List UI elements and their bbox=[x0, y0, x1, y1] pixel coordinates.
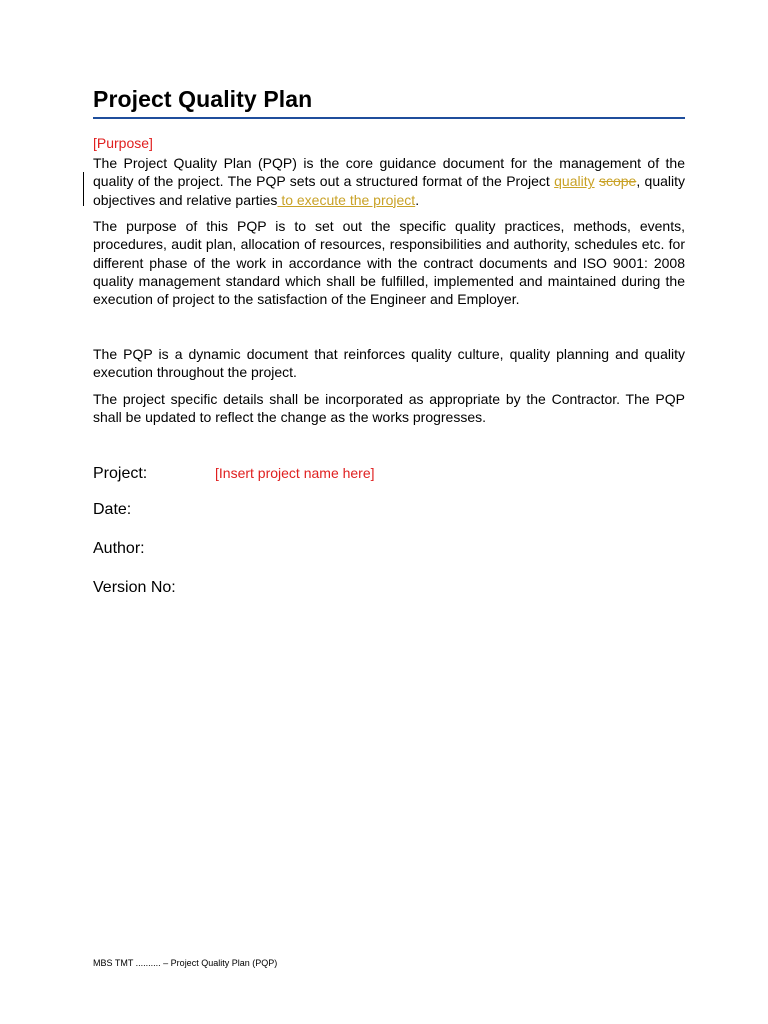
tracked-deletion-scope: scope bbox=[598, 173, 637, 190]
intro-text-a: The Project Quality Plan (PQP) is the core guidance document for the management of the quality of the project. The PQP sets out a structured format of the Project bbox=[93, 155, 685, 190]
tracked-insertion-quality: quality bbox=[554, 173, 595, 190]
purpose-paragraph: The purpose of this PQP is to set out the specific quality practices, methods, events, procedures, audit plan, allocation of resources, responsibilities and authority, schedules etc. for different phase of the work in accordance with the contract documents and ISO 9001: 2008 quality management standard which shall be fulfilled, implemented and maintained during the execution of project to the satisfaction of the Engineer and Employer. bbox=[93, 218, 685, 308]
tracked-change-bar bbox=[83, 172, 84, 206]
page-title: Project Quality Plan bbox=[93, 86, 313, 112]
title-underline-rule bbox=[93, 117, 685, 119]
purpose-tag: [Purpose] bbox=[93, 135, 153, 151]
project-details-paragraph: The project specific details shall be incorporated as appropriate by the Contractor. The PQP shall be updated to reflect the change as the works progresses. bbox=[93, 391, 685, 426]
version-label: Version No: bbox=[93, 579, 176, 596]
intro-text-c: . bbox=[415, 191, 420, 208]
intro-paragraph bbox=[93, 154, 685, 209]
project-label: Project: bbox=[93, 465, 148, 482]
dynamic-document-paragraph: The PQP is a dynamic document that reinforces quality culture, quality planning and quality execution throughout the project. bbox=[93, 346, 685, 381]
page-footer: MBS TMT .......... – Project Quality Plan (PQP) bbox=[93, 958, 278, 968]
intro-text-b: , quality objectives and relative parties bbox=[93, 173, 686, 208]
project-name-placeholder[interactable]: [Insert project name here] bbox=[215, 465, 375, 481]
author-label: Author: bbox=[93, 540, 145, 557]
date-label: Date: bbox=[93, 501, 132, 518]
tracked-insertion-execute: to execute the project bbox=[277, 191, 416, 208]
